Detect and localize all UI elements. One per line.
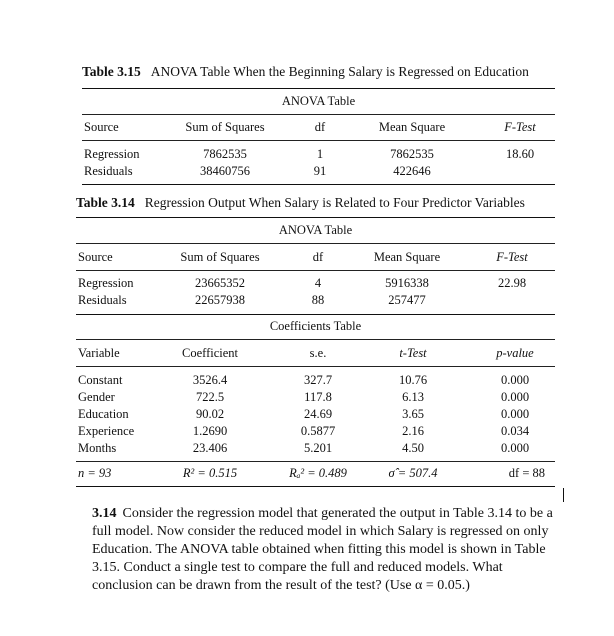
table-cell: 0.000: [500, 373, 530, 387]
table-cell: 91: [313, 164, 327, 178]
col-header: Source: [84, 120, 119, 134]
table-cell: 5916338: [385, 276, 429, 290]
adjusted-r-squared: Rₐ² = 0.489: [289, 466, 347, 480]
table-cell: 327.7: [303, 373, 333, 387]
col-header: Sum of Squares: [180, 250, 260, 264]
col-header: p-value: [496, 346, 534, 360]
rule: [76, 270, 555, 271]
rule: [76, 339, 555, 340]
table-cell: Regression: [84, 147, 140, 161]
sample-size: n = 93: [78, 466, 112, 480]
table-cell: 18.60: [505, 147, 535, 161]
col-header: s.e.: [309, 346, 327, 360]
table-cell: 6.13: [402, 390, 424, 404]
problem-statement: [92, 505, 562, 595]
table-cell: 422646: [393, 164, 431, 178]
table-cell: 10.76: [398, 373, 428, 387]
col-header: F-Test: [496, 250, 528, 264]
table-number: Table 3.14: [76, 195, 135, 210]
table-cell: 2.16: [402, 424, 424, 438]
col-header: t-Test: [399, 346, 427, 360]
r-squared: R² = 0.515: [182, 466, 238, 480]
rule: [76, 366, 555, 367]
rule: [82, 114, 555, 115]
table-cell: Gender: [78, 390, 115, 404]
table-cell: 88: [311, 293, 325, 307]
table-cell: 0.034: [500, 424, 530, 438]
table-cell: 0.000: [500, 407, 530, 421]
table-cell: 3526.4: [192, 373, 228, 387]
problem-text: Consider the regression model that generated the output in Table 3.14 to be a full model. Now consider the reduced model in which Salary is regressed on only Education. The ANOVA table obtained when fitting this model is shown in Table 3.15. Conduct a single test to compare the full and reduced models. What conclusion can be drawn from the result of the test? (Use α = 0.05.): [92, 506, 553, 593]
table-cell: 23.406: [192, 441, 228, 455]
rule: [76, 243, 555, 244]
col-header: Variable: [78, 346, 120, 360]
table-cell: 7862535: [390, 147, 434, 161]
table-cell: 4.50: [402, 441, 424, 455]
table-cell: 0.000: [500, 441, 530, 455]
text-cursor: [563, 488, 564, 502]
table-cell: Regression: [78, 276, 134, 290]
rule: [76, 486, 555, 487]
rule: [82, 184, 555, 185]
coefficients-subtitle: Coefficients Table: [269, 319, 362, 333]
rule: [76, 217, 555, 218]
col-header: Source: [78, 250, 113, 264]
table-cell: 117.8: [304, 390, 332, 404]
table-cell: 1: [316, 147, 324, 161]
table-cell: 7862535: [203, 147, 247, 161]
col-header: Coefficient: [182, 346, 238, 360]
col-header: df: [314, 120, 326, 134]
table-cell: 4: [314, 276, 322, 290]
table-cell: 23665352: [195, 276, 245, 290]
table-cell: 257477: [388, 293, 426, 307]
col-header: Sum of Squares: [185, 120, 265, 134]
col-header: Mean Square: [378, 120, 446, 134]
table-cell: 24.69: [303, 407, 333, 421]
anova-subtitle: ANOVA Table: [281, 94, 356, 108]
table-cell: Education: [78, 407, 129, 421]
col-header: Mean Square: [373, 250, 441, 264]
col-header: F-Test: [504, 120, 536, 134]
table-3-15-title: [82, 64, 529, 80]
problem-number: 3.14: [92, 506, 117, 521]
table-cell: 22.98: [497, 276, 527, 290]
anova-subtitle: ANOVA Table: [278, 223, 353, 237]
table-cell: Residuals: [78, 293, 127, 307]
table-cell: 722.5: [195, 390, 225, 404]
table-cell: Experience: [78, 424, 135, 438]
rule: [76, 461, 555, 462]
sigma-hat: σ̂ = 507.4: [388, 466, 438, 480]
table-caption: ANOVA Table When the Beginning Salary is Regressed on Education: [150, 64, 529, 79]
table-cell: 1.2690: [192, 424, 228, 438]
table-caption: Regression Output When Salary is Related to Four Predictor Variables: [144, 195, 525, 210]
rule: [76, 314, 555, 315]
col-header: df: [312, 250, 324, 264]
table-cell: 22657938: [195, 293, 245, 307]
table-cell: 5.201: [303, 441, 333, 455]
rule: [82, 88, 555, 89]
table-3-14-title: [76, 195, 525, 211]
table-cell: 38460756: [200, 164, 250, 178]
table-number: Table 3.15: [82, 64, 141, 79]
table-cell: 0.5877: [300, 424, 336, 438]
table-cell: Constant: [78, 373, 123, 387]
table-cell: 3.65: [402, 407, 424, 421]
rule: [82, 140, 555, 141]
degrees-of-freedom: df = 88: [508, 466, 545, 480]
table-cell: 90.02: [195, 407, 225, 421]
table-cell: Months: [78, 441, 117, 455]
table-cell: Residuals: [84, 164, 133, 178]
table-cell: 0.000: [500, 390, 530, 404]
